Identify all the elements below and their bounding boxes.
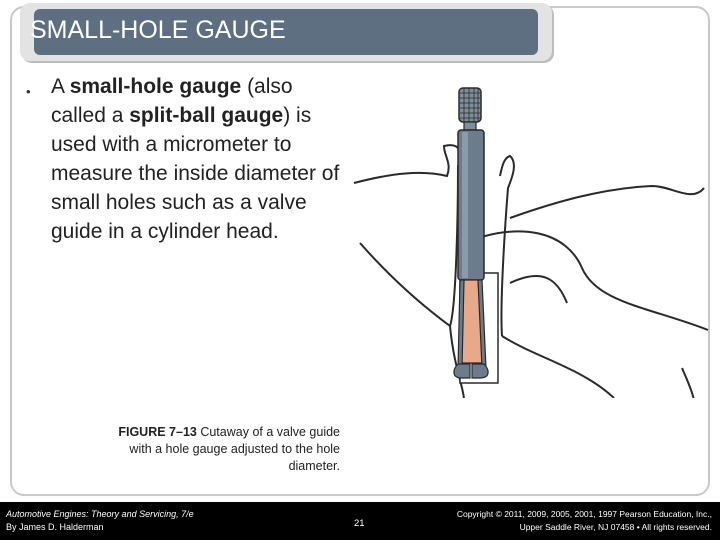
body-text-3: ) is used with a micrometer to measure the inside diameter of small holes such as a valve guide in a cylinder head. — [51, 104, 340, 243]
page-number: 21 — [354, 518, 365, 529]
guide-outline-right — [500, 156, 514, 336]
head-outline-top-right — [510, 186, 704, 218]
footer-book-title: Automotive Engines: Theory and Servicing, 7/e — [6, 509, 194, 519]
footer-author: By James D. Halderman — [6, 522, 104, 532]
body-term-split-ball-gauge: split-ball gauge — [129, 104, 284, 127]
footer-copyright — [457, 508, 712, 534]
port-inner-outline — [510, 276, 567, 303]
valve-guide-cutaway-figure — [352, 68, 712, 398]
footer-bar — [0, 502, 720, 540]
head-outline-left — [354, 145, 461, 326]
copyright-line-1: Copyright © 2011, 2009, 2005, 2001, 1997 Pearson Education, Inc., — [456, 509, 712, 519]
gauge-neck — [464, 122, 476, 130]
figure-caption-text: Cutaway of a valve guide with a hole gauge adjusted to the hole diameter. — [129, 425, 340, 473]
split-ball-half-right — [472, 364, 488, 378]
body-text-1: A — [51, 75, 70, 98]
figure-label: FIGURE 7–13 — [118, 425, 197, 439]
copyright-line-2: Upper Saddle River, NJ 07458 • All rights reserved. — [519, 522, 712, 532]
head-outline-bottom — [682, 368, 694, 398]
bullet-text — [51, 72, 341, 246]
split-ball-half-left — [454, 364, 470, 378]
bullet-icon: • — [26, 84, 31, 99]
body-text-2: (also called a — [51, 75, 293, 127]
footer-book-info — [6, 508, 194, 534]
slide-title: SMALL-HOLE GAUGE — [30, 16, 286, 44]
seat-outline-right — [502, 336, 614, 398]
body-term-small-hole-gauge: small-hole gauge — [69, 75, 242, 98]
figure-caption — [100, 424, 340, 475]
gauge-handle — [458, 130, 484, 280]
gauge-handle-highlight — [462, 132, 468, 278]
